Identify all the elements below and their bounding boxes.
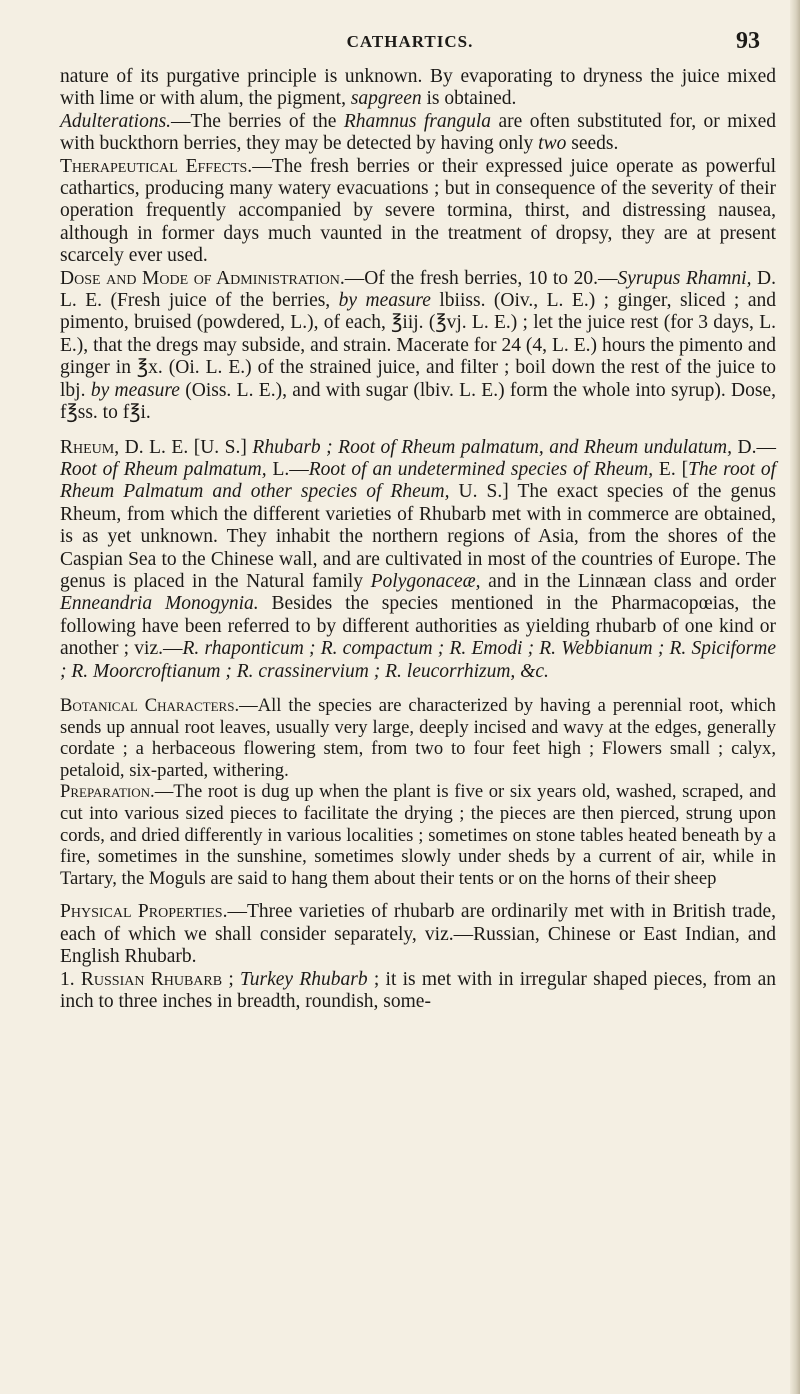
page-header [60, 28, 760, 58]
body-text [60, 66, 776, 1013]
paragraph-botanical-characters: Botanical Characters.—All the species are characterized by having a perennial root, which sends up annual root leaves, usually very large, deeply incised and wavy at the edges, generally cordate ; a herbaceous flowering stem, from two to four feet high ; Flowers small ; calyx, petaloid, six-parted, withering. [60, 694, 776, 781]
section-heading: Dose and Mode of Administration. [60, 267, 345, 289]
paragraph-therapeutical-effects: Therapeutical Effects.—The fresh berries or their expressed juice operate as powerful cathartics, producing many watery evacuations ; but in consequence of the severity of their operation frequently accompanied by severe tormina, thirst, and distressing nausea, although in former days much vaunted in the treatment of dropsy, they are at present scarcely ever used. [60, 155, 776, 267]
entry-heading: Rheum, [60, 436, 120, 458]
section-heading: Therapeutical Effects. [60, 155, 253, 177]
paragraph-rheum: Rheum, D. L. E. [U. S.] Rhubarb ; Root of Rheum palmatum, and Rheum undulatum, D.—Root of Rheum palmatum, L.—Root of an undetermined species of Rheum, E. [The root of Rheum Palmatum and other species of Rheum, U. S.] The exact species of the genus Rheum, from which the different varieties of Rhubarb met with in commerce are obtained, is as yet unknown. They inhabit the northern regions of Asia, from the shores of the Caspian Sea to the Chinese wall, and are cultivated in most of the countries of Europe. The genus is placed in the Natural family Polygonaceæ, and in the Linnæan class and order Enneandria Monogynia. Besides the species mentioned in the Pharmacopœias, the following have been referred to by different authorities as yielding rhubarb of one kind or another ; viz.—R. rhaponticum ; R. compactum ; R. Emodi ; R. Webbianum ; R. Spiciforme ; R. Moorcroftianum ; R. crassinervium ; R. leucorrhizum, &c. [60, 436, 777, 682]
section-heading: Botanical Characters. [60, 694, 240, 716]
paragraph-dose: Dose and Mode of Administration.—Of the fresh berries, 10 to 20.—Syrupus Rhamni, D. L. E. (Fresh juice of the berries, by measure lbiiss. (Oiv., L. E.) ; ginger, sliced ; and pimento, bruised (powdered, L.), of each, ℥iij. (℥vj. L. E.) ; let the juice rest (for 3 days, L. E.), that the dregs may subside, and strain. Macerate for 24 (4, L. E.) hours the pimento and ginger in ℥x. (Oi. L. E.) of the strained juice, and filter ; boil down the rest of the juice to lbj. by measure (Oiss. L. E.), and with sugar (lbiv. L. E.) form the whole into syrup). Dose, f℥ss. to f℥i. [60, 267, 776, 424]
paragraph-physical-properties: Physical Properties.—Three varieties of rhubarb are ordinarily met with in British trade, each of which we shall consider separately, viz.—Russian, Chinese or East Indian, and English Rhubarb. [60, 901, 776, 968]
paragraph-preparation: Preparation.—The root is dug up when the plant is five or six years old, washed, scraped, and cut into various sized pieces to facilitate the drying ; the pieces are then pierced, strung upon cords, and dried differently in various localities ; sometimes on stone tables heated beneath by a fire, sometimes in the sunshine, sometimes slowly under sheds by a current of air, while in Tartary, the Moguls are said to hang them about their tents or on the horns of their sheep [60, 781, 776, 889]
section-heading: Adulterations. [60, 110, 172, 132]
page-number: 93 [736, 28, 760, 54]
section-heading: Preparation. [60, 781, 155, 803]
paragraph-russian-rhubarb: 1. Russian Rhubarb ; Turkey Rhubarb ; it is met with in irregular shaped pieces, from an inch to three inches in breadth, roundish, some- [60, 968, 776, 1012]
page-edge [790, 0, 800, 1394]
paragraph-adulterations: Adulterations.—The berries of the Rhamnus frangula are often substituted for, or mixed with buckthorn berries, they may be detected by having only two seeds. [60, 110, 776, 155]
section-heading: Physical Properties. [60, 901, 228, 923]
running-head: CATHARTICS. [346, 32, 474, 51]
subsection-heading: Russian Rhubarb [80, 968, 223, 990]
paragraph-pigment: nature of its purgative principle is unknown. By evaporating to dryness the juice mixed with lime or with alum, the pigment, sapgreen is obtained. [60, 66, 776, 110]
